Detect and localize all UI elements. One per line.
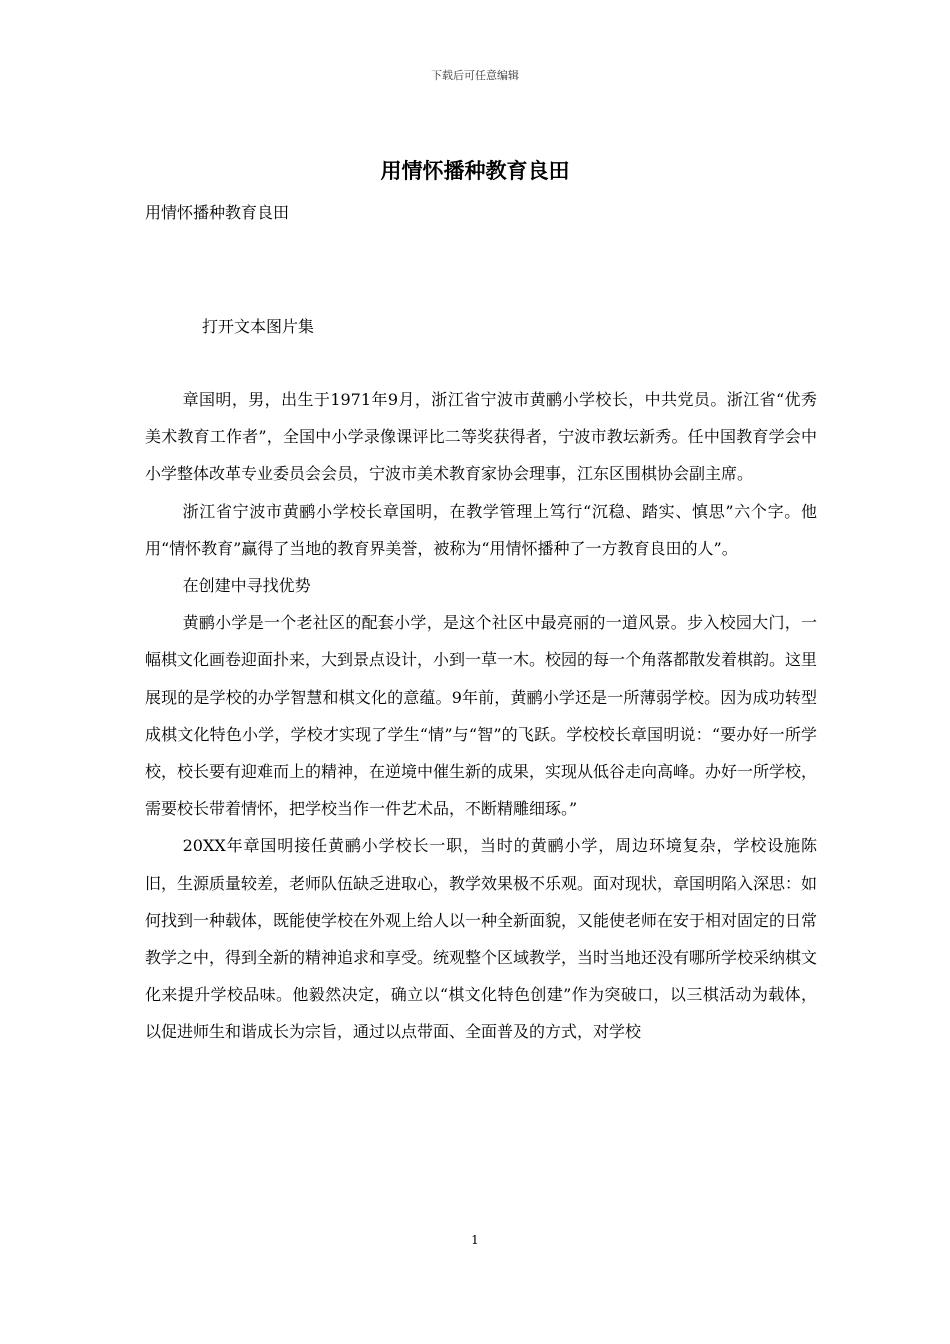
- open-image-gallery-link[interactable]: 打开文本图片集: [202, 317, 315, 336]
- paragraph-intro: 浙江省宁波市黄鹂小学校长章国明，在教学管理上笃行“沉稳、踏实、慎思”六个字。他用“情怀教育”赢得了当地的教育界美誉，被称为“用情怀播种了一方教育良田的人”。: [145, 501, 817, 558]
- section-heading: 在创建中寻找优势: [182, 576, 311, 596]
- paragraph-school: 黄鹂小学是一个老社区的配套小学，是这个社区中最亮丽的一道风景。步入校园大门，一幅棋文化画卷迎面扑来，大到景点设计，小到一草一木。校园的每一个角落都散发着棋韵。这里展现的是学校的办学智慧和棋文化的意蕴。9年前，黄鹂小学还是一所薄弱学校。因为成功转型成棋文化特色小学，学校才实现了学生“情”与“智”的飞跃。学校校长章国明说：“要办好一所学校，校长要有迎难而上的精神，在逆境中催生新的成果，实现从低谷走向高峰。办好一所学校，需要校长带着情怀，把学校当作一件艺术品，不断精雕细琢。”: [145, 613, 818, 819]
- document-subtitle: 用情怀播种教育良田: [145, 203, 290, 222]
- page-number: 1: [471, 1233, 479, 1247]
- document-title: 用情怀播种教育良田: [380, 158, 570, 183]
- document-body: [145, 381, 817, 1051]
- paragraph-bio: 章国明，男，出生于1971年9月，浙江省宁波市黄鹂小学校长，中共党员。浙江省“优秀美术教育工作者”，全国中小学录像课评比二等奖获得者，宁波市教坛新秀。任中国教育学会中小学整体改革专业委员会会员，宁波市美术教育家协会理事，江东区围棋协会副主席。: [145, 390, 817, 484]
- paragraph-history: 20XX年章国明接任黄鹂小学校长一职，当时的黄鹂小学，周边环境复杂，学校设施陈旧，生源质量较差，老师队伍缺乏进取心，教学效果极不乐观。面对现状，章国明陷入深思：如何找到一种载体，既能使学校在外观上给人以一种全新面貌，又能使老师在安于相对固定的日常教学之中，得到全新的精神追求和享受。统观整个区域教学，当时当地还没有哪所学校采纳棋文化来提升学校品味。他毅然决定，确立以“棋文化特色创建”作为突破口，以三棋活动为载体，以促进师生和谐成长为宗旨，通过以点带面、全面普及的方式，对学校: [145, 836, 818, 1042]
- page-header-note: 下载后可任意编辑: [431, 69, 519, 82]
